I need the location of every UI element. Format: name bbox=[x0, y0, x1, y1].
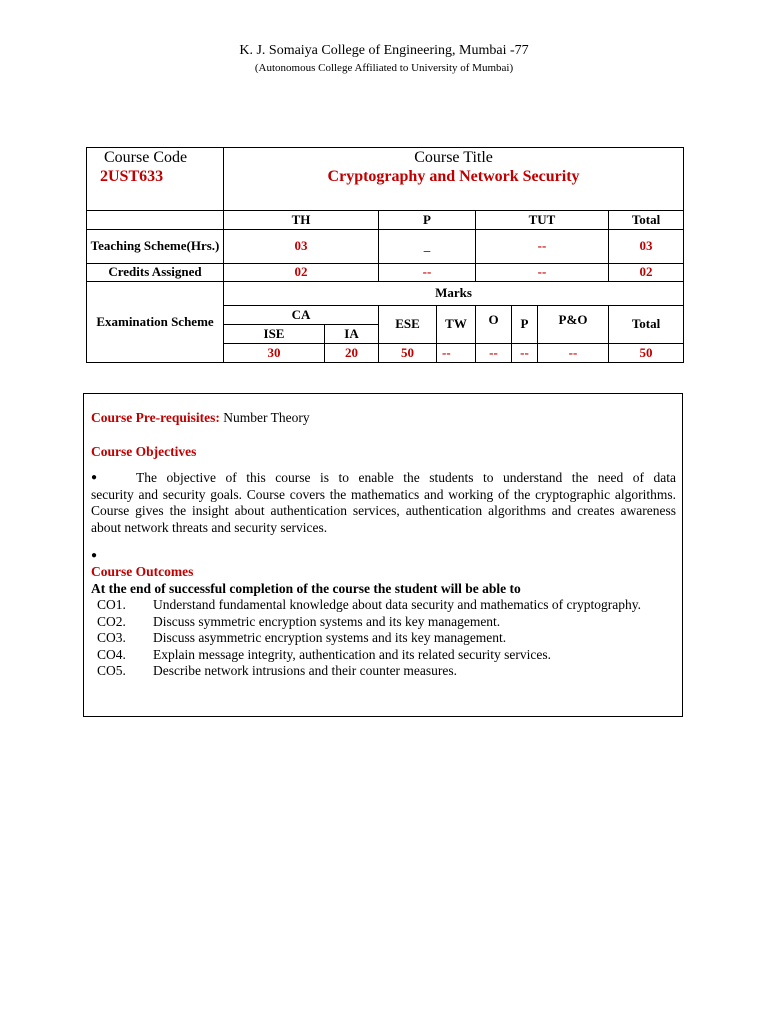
teaching-tut: -- bbox=[476, 230, 609, 264]
ese-label: ESE bbox=[379, 306, 437, 344]
ise-label: ISE bbox=[224, 325, 325, 344]
list-item bbox=[91, 630, 676, 647]
col-p: P bbox=[379, 211, 476, 230]
outcome-id: CO2. bbox=[97, 613, 126, 629]
teaching-th: 03 bbox=[224, 230, 379, 264]
col-tut: TUT bbox=[476, 211, 609, 230]
ia-value: 20 bbox=[325, 344, 379, 363]
objective-text-start: The objective of this course is to enable the students to understand the need of data bbox=[136, 470, 676, 485]
outcome-text: Understand fundamental knowledge about data security and mathematics of cryptography. bbox=[153, 597, 641, 612]
col-th: TH bbox=[224, 211, 379, 230]
credits-th: 02 bbox=[224, 264, 379, 282]
o-value: -- bbox=[476, 344, 512, 363]
tw-value: -- bbox=[437, 344, 476, 363]
course-title: Cryptography and Network Security bbox=[327, 167, 580, 185]
teaching-scheme-row bbox=[87, 230, 684, 264]
bullet-icon: ● bbox=[91, 550, 98, 561]
p-value: -- bbox=[512, 344, 538, 363]
po-value: -- bbox=[538, 344, 609, 363]
col-total: Total bbox=[609, 211, 684, 230]
teaching-scheme-label: Teaching Scheme(Hrs.) bbox=[87, 230, 224, 264]
course-title-label: Course Title bbox=[414, 148, 493, 166]
exam-scheme-label: Examination Scheme bbox=[87, 282, 224, 363]
po-label: P&O bbox=[558, 312, 588, 328]
credits-tut: -- bbox=[476, 264, 609, 282]
outcome-text: Discuss symmetric encryption systems and its key management. bbox=[153, 613, 501, 629]
ese-value: 50 bbox=[379, 344, 437, 363]
bullet-icon: ● bbox=[91, 472, 98, 483]
outcome-text: Describe network intrusions and their counter measures. bbox=[153, 663, 458, 678]
marks-label: Marks bbox=[224, 282, 684, 306]
exam-total-value: 50 bbox=[609, 344, 684, 363]
credits-label: Credits Assigned bbox=[87, 264, 224, 282]
course-code-label: Course Code bbox=[104, 148, 188, 166]
course-details-box bbox=[83, 393, 683, 717]
list-item bbox=[91, 614, 676, 631]
outcomes-heading: Course Outcomes bbox=[91, 564, 194, 579]
ise-value: 30 bbox=[224, 344, 325, 363]
list-item bbox=[91, 663, 676, 680]
ia-label: IA bbox=[325, 325, 379, 344]
college-affiliation: (Autonomous College Affiliated to University of Mumbai) bbox=[254, 62, 514, 74]
list-item bbox=[91, 597, 676, 614]
credits-total: 02 bbox=[609, 264, 684, 282]
course-scheme-table bbox=[86, 147, 684, 363]
outcome-text: Discuss asymmetric encryption systems and its key management. bbox=[153, 630, 507, 645]
tw-label: TW bbox=[437, 306, 476, 344]
o-label: O bbox=[488, 312, 499, 328]
outcome-text: Explain message integrity, authentication and its related security services. bbox=[153, 646, 551, 662]
outcomes-list bbox=[91, 597, 676, 680]
p-label: P bbox=[512, 306, 538, 344]
outcome-id: CO1. bbox=[97, 597, 126, 612]
exam-total-label: Total bbox=[609, 306, 684, 344]
college-name: K. J. Somaiya College of Engineering, Mumbai -77 bbox=[239, 43, 529, 58]
credits-p: -- bbox=[379, 264, 476, 282]
course-code: 2UST633 bbox=[100, 167, 164, 185]
teaching-total: 03 bbox=[609, 230, 684, 264]
teaching-p: _ bbox=[379, 230, 476, 264]
outcome-id: CO5. bbox=[97, 663, 126, 678]
objective-text-rest: security and security goals. Course covers the mathematics and working of the cryptographic algorithms. Course gives the insight about authentication services, authentication algorithms and creates awareness about network threats and security services. bbox=[91, 486, 676, 535]
prerequisites bbox=[91, 410, 676, 427]
outcome-id: CO3. bbox=[97, 630, 126, 645]
outcomes-lead: At the end of successful completion of the course the student will be able to bbox=[91, 580, 521, 596]
credits-row bbox=[87, 264, 684, 282]
course-value-row bbox=[87, 168, 684, 211]
outcome-id: CO4. bbox=[97, 646, 126, 662]
scheme-header-row bbox=[87, 211, 684, 230]
prerequisites-value: Number Theory bbox=[219, 410, 310, 425]
list-item bbox=[91, 647, 676, 664]
ca-label: CA bbox=[224, 306, 379, 325]
course-header-row bbox=[87, 148, 684, 168]
objectives-heading: Course Objectives bbox=[91, 443, 197, 459]
objective-first-line bbox=[91, 470, 676, 487]
marks-row bbox=[87, 282, 684, 306]
prerequisites-label: Course Pre-requisites: bbox=[91, 410, 220, 425]
